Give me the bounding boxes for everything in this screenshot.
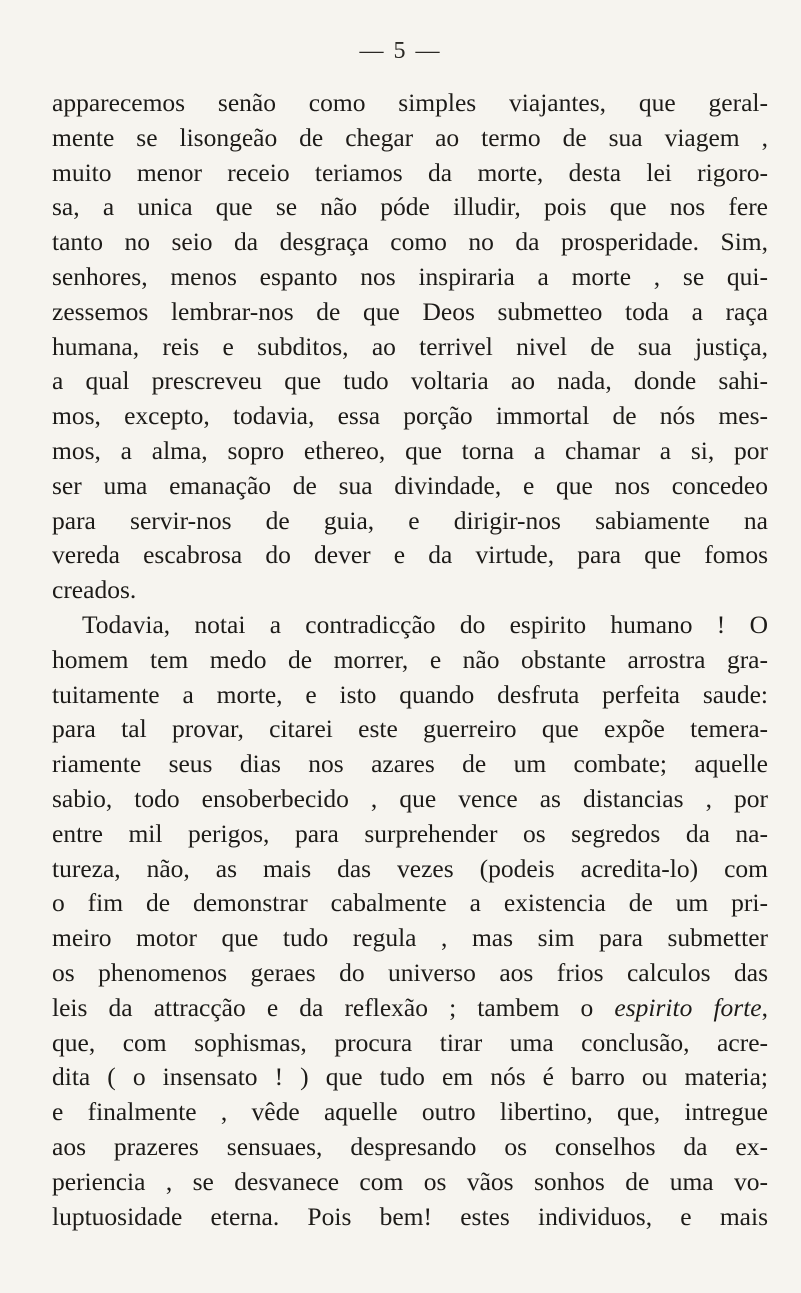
text-line: dita ( o insensato ! ) que tudo em nós é barro ou materia; [52, 1062, 768, 1092]
text-line: humana, reis e subditos, ao terrivel nivel de sua justiça, [52, 331, 768, 361]
text-line: sa, a unica que se não póde illudir, pois que nos fere [52, 192, 768, 222]
italic-phrase: espirito forte [614, 992, 762, 1022]
text-line: Todavia, notai a contradicção do espirito humano ! O [82, 609, 768, 639]
text-line: luptuosidade eterna. Pois bem! estes individuos, e mais [52, 1201, 768, 1231]
text-line: tanto no seio da desgraça como no da prosperidade. Sim, [52, 227, 768, 257]
text-line: mos, a alma, sopro ethereo, que torna a chamar a si, por [52, 435, 768, 465]
text-line: tureza, não, as mais das vezes (podeis acredita-lo) com [52, 853, 768, 883]
text-line: mente se lisongeão de chegar ao termo de sua viagem , [52, 122, 768, 152]
paragraph-2 [52, 608, 768, 1234]
text-line: periencia , se desvanece com os vãos sonhos de uma vo- [52, 1166, 768, 1196]
text-line-start: leis da attracção e da reflexão ; tambem o [52, 992, 594, 1022]
text-line: tuitamente a morte, e isto quando desfruta perfeita saude: [52, 679, 768, 709]
text-line: sabio, todo ensoberbecido , que vence as distancias , por [52, 783, 768, 813]
body-text [52, 86, 768, 1234]
page-number: — 5 — [359, 38, 442, 64]
text-line: homem tem medo de morrer, e não obstante arrostra gra- [52, 644, 768, 674]
text-line: os phenomenos geraes do universo aos frios calculos das [52, 957, 768, 987]
text-line-with-italic [52, 991, 768, 1026]
text-line: para servir-nos de guia, e dirigir-nos sabiamente na [52, 505, 768, 535]
text-line: mos, excepto, todavia, essa porção immortal de nós mes- [52, 401, 768, 431]
text-line: apparecemos senão como simples viajantes, que geral- [52, 88, 768, 117]
text-line: meiro motor que tudo regula , mas sim para submetter [52, 923, 768, 953]
text-line: zessemos lembrar-nos de que Deos submetteo toda a raça [52, 296, 768, 326]
text-line: riamente seus dias nos azares de um combate; aquelle [52, 749, 768, 779]
text-line: entre mil perigos, para surprehender os segredos da na- [52, 818, 768, 848]
text-line: que, com sophismas, procura tirar uma conclusão, acre- [52, 1027, 768, 1057]
text-line: o fim de demonstrar cabalmente a existencia de um pri- [52, 888, 768, 918]
text-line: ser uma emanação de sua divindade, e que nos concedeo [52, 470, 768, 500]
text-line: para tal provar, citarei este guerreiro que expõe temera- [52, 714, 768, 744]
italic-tail: , [761, 992, 768, 1022]
text-line: senhores, menos espanto nos inspiraria a morte , se qui- [52, 261, 768, 291]
text-line: a qual prescreveu que tudo voltaria ao nada, donde sahi- [52, 366, 768, 396]
text-line: aos prazeres sensuaes, despresando os conselhos da ex- [52, 1131, 768, 1161]
text-line: e finalmente , vêde aquelle outro libertino, que, intregue [52, 1097, 768, 1127]
text-line: vereda escabrosa do dever e da virtude, para que fomos [52, 540, 768, 570]
text-line: muito menor receio teriamos da morte, desta lei rigoro- [52, 157, 768, 187]
paragraph-1 [52, 86, 768, 608]
text-line: creados. [52, 575, 137, 605]
